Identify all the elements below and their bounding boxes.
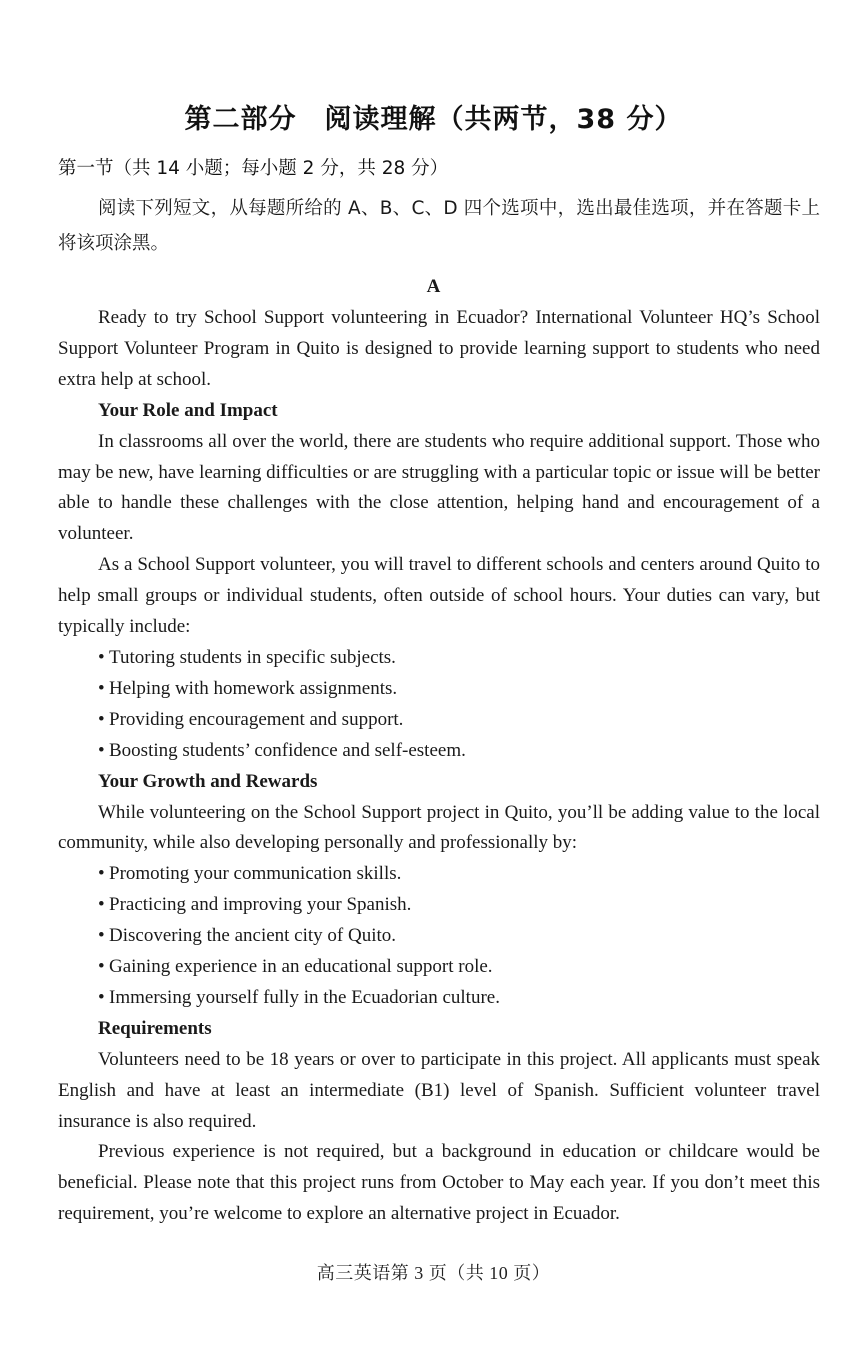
growth-paragraph: While volunteering on the School Support project in Quito, you’ll be adding value to the local community, while also developing personally and professionally by: bbox=[58, 801, 820, 854]
part-title: 第二部分 阅读理解（共两节，38 分） bbox=[184, 104, 683, 135]
bullet-icon: • bbox=[98, 925, 105, 947]
instructions: 阅读下列短文，从每题所给的 A、B、C、D 四个选项中，选出最佳选项，并在答题卡上将该项涂黑。 bbox=[58, 198, 820, 254]
list-item: • Promoting your communication skills. bbox=[98, 859, 820, 890]
requirements-paragraph-1: Volunteers need to be 18 years or over to participate in this project. All applicants must speak English and have at least an intermediate (B1) level of Spanish. Sufficient volunteer travel insurance is also required. bbox=[58, 1048, 820, 1132]
role-paragraph-1: In classrooms all over the world, there are students who require additional support. Those who may be new, have learning difficulties or are struggling with a particular topic or issue will be better able to handle these challenges with the close attention, helping hand and encouragement of a volunteer. bbox=[58, 430, 820, 545]
list-item: • Helping with homework assignments. bbox=[98, 674, 820, 705]
growth-list bbox=[58, 859, 820, 1014]
list-item: • Providing encouragement and support. bbox=[98, 705, 820, 736]
bullet-icon: • bbox=[98, 708, 105, 730]
duties-list bbox=[58, 643, 820, 767]
passage-label: A bbox=[426, 276, 441, 297]
role-heading: Your Role and Impact bbox=[98, 399, 278, 421]
section-title: 第一节（共 14 小题；每小题 2 分，共 28 分） bbox=[58, 158, 449, 179]
bullet-icon: • bbox=[98, 646, 105, 668]
page-footer: 高三英语第 3 页（共 10 页） bbox=[316, 1263, 551, 1283]
list-item: • Discovering the ancient city of Quito. bbox=[98, 921, 820, 952]
requirements-heading: Requirements bbox=[98, 1017, 212, 1039]
bullet-icon: • bbox=[98, 894, 105, 916]
bullet-icon: • bbox=[98, 956, 105, 978]
passage-body bbox=[58, 303, 820, 1230]
list-item: • Tutoring students in specific subjects. bbox=[98, 643, 820, 674]
role-paragraph-2: As a School Support volunteer, you will travel to different schools and centers around Quito to help small groups or individual students, often outside of school hours. Your duties can vary, but typically include: bbox=[58, 554, 820, 638]
growth-heading: Your Growth and Rewards bbox=[98, 770, 318, 792]
bullet-icon: • bbox=[98, 677, 105, 699]
list-item: • Immersing yourself fully in the Ecuadorian culture. bbox=[98, 983, 820, 1014]
requirements-paragraph-2: Previous experience is not required, but a background in education or childcare would be beneficial. Please note that this project runs from October to May each year. If you don’t meet this requirement, you’re welcome to explore an alternative project in Ecuador. bbox=[58, 1141, 820, 1225]
bullet-icon: • bbox=[98, 986, 105, 1008]
bullet-icon: • bbox=[98, 863, 105, 885]
list-item: • Gaining experience in an educational support role. bbox=[98, 952, 820, 983]
bullet-icon: • bbox=[98, 739, 105, 761]
list-item: • Practicing and improving your Spanish. bbox=[98, 890, 820, 921]
intro-paragraph: Ready to try School Support volunteering in Ecuador? International Volunteer HQ’s School Support Volunteer Program in Quito is designed to provide learning support to students who need extra help at school. bbox=[58, 307, 820, 390]
list-item: • Boosting students’ confidence and self-esteem. bbox=[98, 736, 820, 767]
